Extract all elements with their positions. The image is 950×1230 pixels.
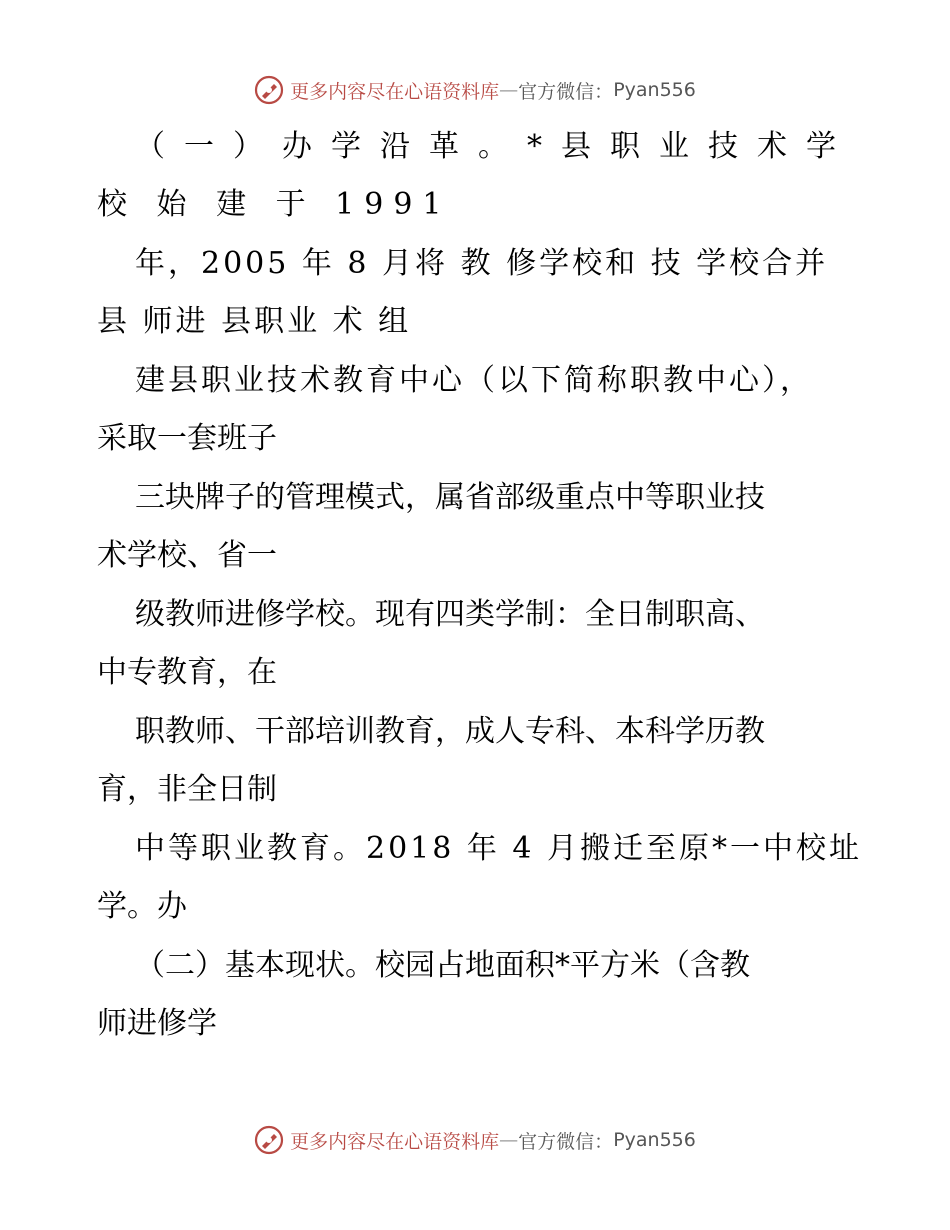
text-line: 师进修学 xyxy=(97,1006,217,1041)
watermark-text: 更多内容尽在心语资料库 xyxy=(290,80,500,103)
text-line: 术学校、省一 xyxy=(97,538,277,573)
text-line: 中专教育，在 xyxy=(97,655,277,690)
text-line: 育，非全日制 xyxy=(97,772,277,807)
pen-logo-icon xyxy=(254,1125,284,1155)
watermark-official: 官方微信： xyxy=(518,1130,614,1153)
text-line: （一）办学沿革。*县职业技术学 xyxy=(135,129,855,164)
text-line: 校 始 建 于 1991 xyxy=(97,187,452,222)
footer-watermark xyxy=(0,1120,950,1160)
text-line: 年，2005 年 8 月将 教 修学校和 技 学校合并 xyxy=(135,246,829,281)
text-line: 县 师进 县职业 术 组 xyxy=(97,304,412,339)
watermark-dash: — xyxy=(499,1129,519,1151)
text-line: （二）基本现状。校园占地面积*平方米（含教 xyxy=(135,948,750,983)
text-line: 级教师进修学校。现有四类学制：全日制职高、 xyxy=(135,597,765,632)
text-line: 建县职业技术教育中心（以下简称职教中心）， xyxy=(135,363,813,398)
watermark-dash: — xyxy=(499,79,519,101)
header-watermark xyxy=(0,70,950,110)
text-line: 中等职业教育。2018 年 4 月搬迁至原*一中校址 xyxy=(135,831,863,866)
text-line: 三块牌子的管理模式，属省部级重点中等职业技 xyxy=(135,480,765,515)
watermark-official: 官方微信： xyxy=(518,80,614,103)
pen-logo-icon xyxy=(254,75,284,105)
text-line: 职教师、干部培训教育，成人专科、本科学历教 xyxy=(135,714,765,749)
watermark-id: Pyan556 xyxy=(613,79,696,101)
text-line: 学。办 xyxy=(97,889,187,924)
text-line: 采取一套班子 xyxy=(97,421,277,456)
watermark-text: 更多内容尽在心语资料库 xyxy=(290,1130,500,1153)
watermark-id: Pyan556 xyxy=(613,1129,696,1151)
